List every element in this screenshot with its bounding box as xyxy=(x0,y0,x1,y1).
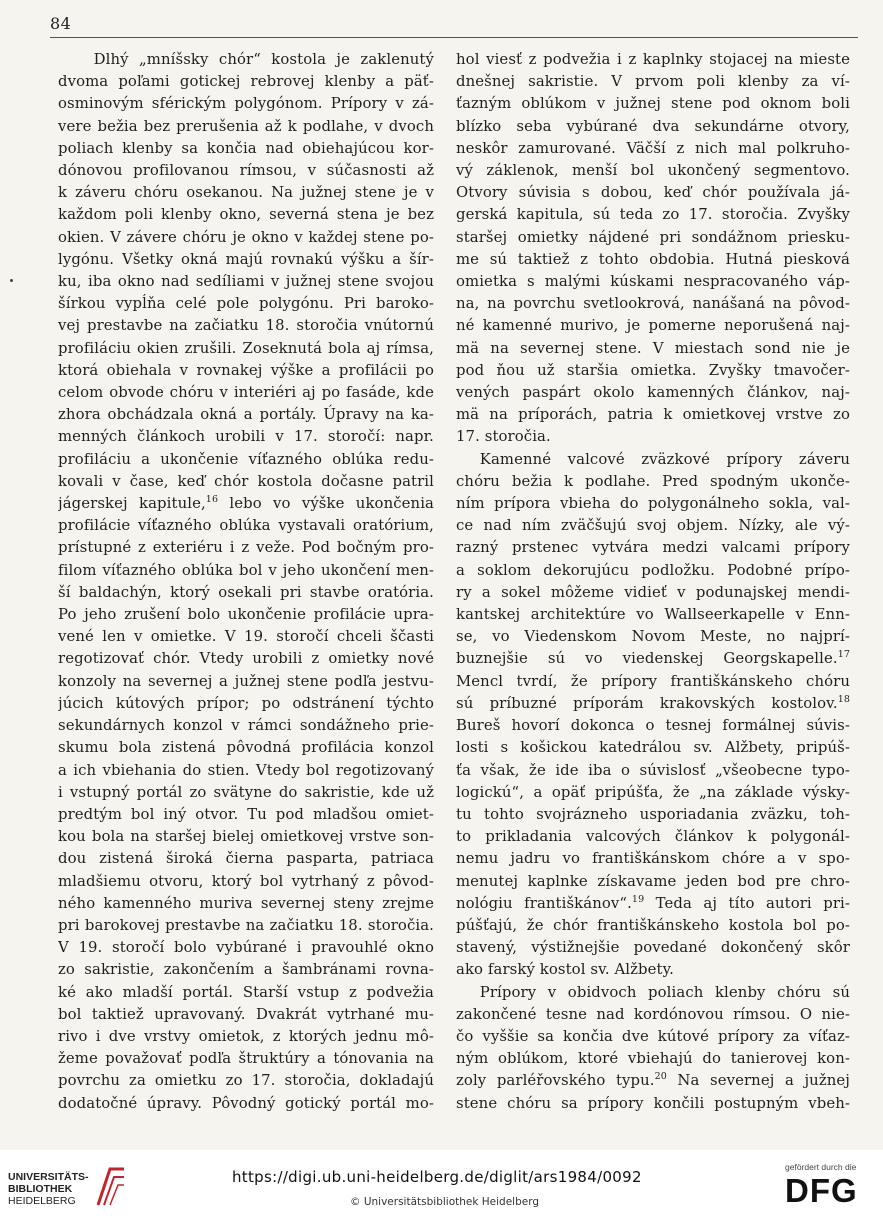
right-column-line: vý záklenok, menší bol ukončený segmentovo. xyxy=(456,161,850,180)
right-column-line: púšťajú, že chór františkánskeho kostola bol po- xyxy=(456,915,850,934)
left-column-line: kou bola na staršej bielej omietkovej vrstve son- xyxy=(58,827,434,846)
right-column-line: nológiu františkánov“.$^{19}$ Teda aj títo autori pri- xyxy=(456,893,850,912)
left-column-line: vej prestavbe na začiatku 18. storočia vnútornú xyxy=(58,316,434,335)
right-column-line: kantskej architektúre vo Wallseerkapelle v Enn- xyxy=(456,605,850,624)
right-column-line: losti s košickou katedrálou sv. Alžbety, pripúš- xyxy=(456,738,850,757)
left-column-line: ké ako mladší portál. Starší vstup z podvežia xyxy=(58,982,434,1001)
left-column-line: zo sakristie, zakončením a šambránami rovna- xyxy=(58,960,434,979)
right-column-line: blízko seba vybúrané dva sekundárne otvory, xyxy=(456,116,850,135)
left-column-line: skumu bola zistená pôvodná profilácia konzol xyxy=(58,738,434,757)
right-column-line: pod ňou už staršia omietka. Zvyšky tmavočer- xyxy=(456,360,850,379)
right-column-line: 17. storočia. xyxy=(456,427,551,446)
footnote-marker: 18 xyxy=(837,693,850,705)
right-column-line: razný prstenec vytvára medzi valcami prípory xyxy=(456,538,850,557)
left-column-line: konzoly na severnej a južnej stene podľa jestvu- xyxy=(58,671,434,690)
left-column-line: zhora obchádzala okná a portály. Úpravy na ka- xyxy=(58,405,434,424)
left-column-line: vené len v omietke. V 19. storočí chceli ščasti xyxy=(58,627,434,646)
right-column-line: to prikladania valcových článkov k polygonál- xyxy=(456,827,850,846)
left-column-line: šírkou vypĺňa celé pole polygónu. Pri baroko- xyxy=(58,294,434,313)
footnote-marker: 20 xyxy=(654,1071,667,1083)
right-column-line: logickú“, a opäť pripúšťa, že „na základe výsky- xyxy=(456,782,850,801)
right-column-line: staršej omietky nájdené pri sondážnom priesku- xyxy=(456,227,850,246)
footnote-marker: 17 xyxy=(837,649,850,661)
left-column-line: Dlhý „mníšsky chór“ kostola je zaklenutý xyxy=(93,50,434,68)
left-column-line: Po jeho zrušení bolo ukončenie profilácie upra- xyxy=(58,605,434,624)
left-column-line: k záveru chóru osekanou. Na južnej stene je v xyxy=(58,183,434,202)
right-column-line: čo vyššie sa končia dve kútové prípory za víťaz- xyxy=(456,1026,850,1045)
left-column-line: okien. V závere chóru je okno v každej stene po- xyxy=(58,227,434,246)
right-column-line: tu tohto svojrázneho usporiadania zväzku, toh- xyxy=(456,804,850,823)
viewer-footer xyxy=(0,1150,883,1218)
left-column-line: dónovou profilovanou rímsou, v súčasnosti až xyxy=(58,161,434,180)
header-rule xyxy=(50,37,858,38)
dfg-logo[interactable]: DFG xyxy=(785,1172,858,1209)
right-column-line: ným oblúkom, ktoré vbiehajú do tanierovej kon- xyxy=(456,1049,850,1068)
right-column-line: ry a sokel môžeme vidieť v podunajskej mendi- xyxy=(456,582,850,601)
right-column-line: ako farský kostol sv. Alžbety. xyxy=(456,960,674,979)
right-column-line: menutej kaplnke získavame jeden bod pre chro- xyxy=(456,871,850,890)
left-column-line: vere bežia bez prerušenia až k podlahe, v dvoch xyxy=(58,116,434,135)
footnote-marker: 16 xyxy=(205,494,219,506)
right-column-line: ním prípora vbieha do polygonálneho sokla, val- xyxy=(456,494,850,513)
left-column-line: ší baldachýn, ktorý osekali pri stavbe oratória. xyxy=(58,582,434,601)
footnote-marker: 19 xyxy=(631,893,645,905)
right-column-line: mä na severnej stene. V miestach sond nie je xyxy=(456,338,850,357)
scan-speck xyxy=(10,279,13,282)
logo-line-1: UNIVERSITÄTS- xyxy=(8,1171,89,1183)
left-column-line: júcich kútových prípor; po odstránení týchto xyxy=(58,693,434,712)
left-column-line: jágerskej kapitule,$^{16}$ lebo vo výške ukončenia xyxy=(58,494,434,513)
right-column-line: zakončené tesne nad kordónovou rímsou. O nie- xyxy=(456,1004,850,1023)
left-column-line: a ich vbiehania do stien. Vtedy bol regotizovaný xyxy=(58,760,434,779)
page-number: 84 xyxy=(50,14,72,33)
left-column-line: profilácie víťazného oblúka vystavali oratórium, xyxy=(58,516,434,535)
right-column-line: ťazným oblúkom v južnej stene pod oknom boli xyxy=(456,94,850,113)
right-column-line: na, na povrchu svetlookrová, nanášaná na pôvod- xyxy=(456,294,850,313)
library-emblem-icon xyxy=(94,1165,128,1209)
left-column-line: profiláciu okien zrušili. Zoseknutá bola aj rímsa, xyxy=(58,338,434,357)
right-column-line: Otvory súvisia s dobou, keď chór používala já- xyxy=(456,183,850,202)
right-column-line: Mencl tvrdí, že prípory františkánskeho chóru xyxy=(456,671,850,690)
permalink-url[interactable]: https://digi.ub.uni-heidelberg.de/diglit/ars1984/0092 xyxy=(232,1168,642,1186)
right-column-line: a soklom dekorujúcu podložku. Podobné prípo- xyxy=(456,560,850,579)
left-column-line: ku, iba okno nad sedíliami v južnej stene svojou xyxy=(58,272,434,291)
left-column-line: profiláciu a ukončenie víťazného oblúka redu- xyxy=(58,449,434,468)
logo-line-3: HEIDELBERG xyxy=(8,1195,76,1207)
left-column-line: i vstupný portál zo svätyne do sakristie, kde už xyxy=(58,782,434,801)
right-column-line: chóru bežia k podlahe. Pred spodným ukonče- xyxy=(456,471,850,490)
left-column-line: osminovým sférickým polygónom. Prípory v zá- xyxy=(58,94,434,113)
right-column-line: Prípory v obidvoch poliach klenby chóru sú xyxy=(479,982,850,1001)
funded-by-label: gefördert durch die xyxy=(785,1162,857,1172)
right-column-line: mä na príporách, patria k omietkovej vrstve zo xyxy=(456,405,850,424)
copyright-notice: © Universitätsbibliothek Heidelberg xyxy=(350,1196,540,1208)
right-column-line: vených paspárt okolo kamenných článkov, naj- xyxy=(456,383,850,402)
left-column-line: pri barokovej prestavbe na začiatku 18. storočia. xyxy=(58,915,434,934)
left-column-line: prístupné z exteriéru i z veže. Pod bočným pro- xyxy=(58,538,434,557)
right-column-line: sú príbuzné príporám krakovských kostolov.$^{18}$ xyxy=(456,693,850,712)
left-column-line: rivo i dve vrstvy omietok, z ktorých jednu mô- xyxy=(58,1026,434,1045)
right-column-line: dnešnej sakristie. V prvom poli klenby za ví- xyxy=(456,72,850,91)
right-text-column xyxy=(456,48,850,1114)
right-column-line: se, vo Viedenskom Novom Meste, no najprí- xyxy=(456,627,850,646)
left-column-line: filom víťazného oblúka bol v jeho ukončení men- xyxy=(58,560,434,579)
left-column-line: dvoma poľami gotickej rebrovej klenby a päť- xyxy=(58,72,434,91)
left-column-line: celom obvode chóru v interiéri aj po fasáde, kde xyxy=(58,383,434,402)
left-column-line: predtým bol iný otvor. Tu pod mladšou omiet- xyxy=(58,804,434,823)
left-column-line: ktorá obiehala v rovnakej výške a profilácii po xyxy=(58,360,434,379)
right-column-line: né kamenné murivo, je pomerne neporušená naj- xyxy=(456,316,850,335)
left-column-line: bol taktiež upravovaný. Dvakrát vytrhané mu- xyxy=(58,1004,434,1023)
left-column-line: dou zistená široká čierna pasparta, patriaca xyxy=(58,849,434,868)
left-column-line: žeme považovať podľa štruktúry a tónovania na xyxy=(58,1049,434,1068)
right-column-line: Bureš hovorí dokonca o tesnej formálnej súvis- xyxy=(456,716,850,735)
left-text-column xyxy=(58,48,434,1114)
right-column-line: hol viesť z podvežia i z kaplnky stojacej na mieste xyxy=(456,50,850,68)
right-column-line: Kamenné valcové zväzkové prípory záveru xyxy=(479,449,850,468)
logo-line-2: BIBLIOTHEK xyxy=(8,1183,73,1195)
left-column-line: mladšiemu otvoru, ktorý bol vytrhaný z pôvod- xyxy=(58,871,434,890)
right-column-line: nemu jadru vo františkánskom chóre a v spo- xyxy=(456,849,850,868)
right-column-line: stavený, výstižnejšie povedané dokončený skôr xyxy=(456,938,850,957)
right-column-line: zoly parléřovského typu.$^{20}$ Na severnej a južnej xyxy=(456,1071,850,1090)
right-column-line: me sú taktiež z tohto obdobia. Hutná piesková xyxy=(456,249,850,268)
left-column-line: ného kamenného muriva severnej steny zrejme xyxy=(58,893,434,912)
left-column-line: poliach klenby sa končia nad obiehajúcou kor- xyxy=(58,138,434,157)
right-column-line: omietka s malými kúskami nespracovaného váp- xyxy=(456,272,850,291)
right-column-line: buznejšie sú vo viedenskej Georgskapelle.$^{17}$ xyxy=(456,649,850,668)
right-column-line: neskôr zamurované. Väčší z nich mal polkruho- xyxy=(456,138,850,157)
left-column-line: povrchu za omietku zo 17. storočia, dokladajú xyxy=(58,1071,434,1090)
left-column-line: sekundárnych konzol v rámci sondážneho prie- xyxy=(58,716,434,735)
right-column-line: gerská kapitula, sú teda zo 17. storočia. Zvyšky xyxy=(456,205,850,224)
left-column-line: regotizovať chór. Vtedy urobili z omietky nové xyxy=(58,649,434,668)
university-library-logo[interactable] xyxy=(8,1165,128,1209)
left-column-line: dodatočné úpravy. Pôvodný gotický portál mo- xyxy=(58,1093,434,1112)
left-column-line: V 19. storočí bolo vybúrané i pravouhlé okno xyxy=(58,938,434,957)
left-column-line: menných článkoch urobili v 17. storočí: napr. xyxy=(58,427,434,446)
right-column-line: stene chóru sa prípory končili postupným vbeh- xyxy=(456,1093,850,1112)
left-column-line: kovali v čase, keď chór kostola dočasne patril xyxy=(58,471,434,490)
left-column-line: lygónu. Všetky okná majú rovnakú výšku a šír- xyxy=(58,249,434,268)
right-column-line: ťa však, že ide iba o súvislosť „všeobecne typo- xyxy=(456,760,850,779)
right-column-line: ce nad ním zväčšujú svoj objem. Nízky, ale vý- xyxy=(456,516,850,535)
left-column-line: každom poli klenby okno, severná stena je bez xyxy=(58,205,434,224)
